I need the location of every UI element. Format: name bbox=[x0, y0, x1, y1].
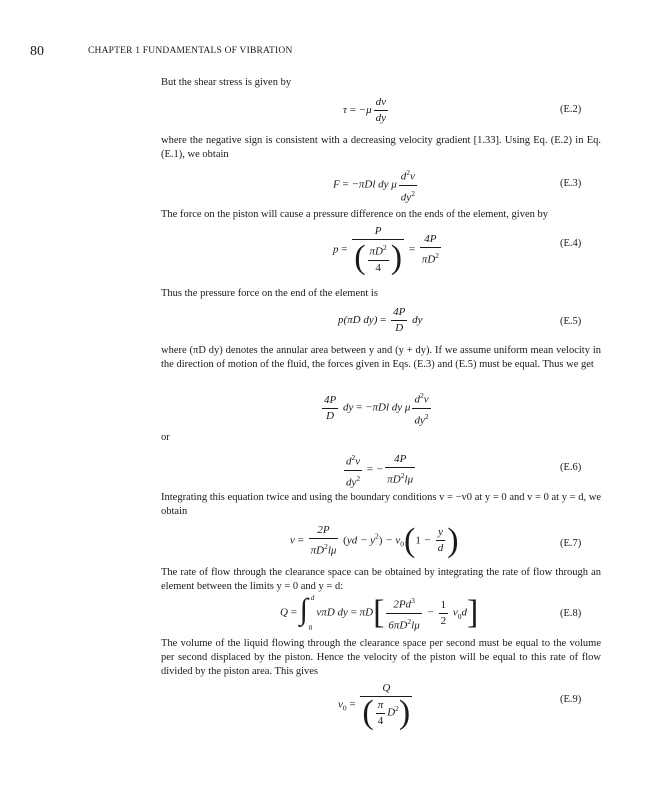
equation-number-e2: (E.2) bbox=[560, 104, 582, 115]
equation-e8: Q = ∫ d 0 vπD dy = πD[ $\frac{2Pd^3}{6\pi D^2l\mu}$ − $\frac{1}{2}$ $v_0d$] bbox=[280, 593, 479, 633]
equation-e2: τ = −μ $\frac{dv}{dy}$ bbox=[343, 96, 386, 124]
paragraph-5: where (πD dy) denotes the annular area between y and (y + dy). If we assume uniform mean velocity in the direction of motion of the fluid, the forces given in Eqs. (E.3) and (E.5) must be equal. Thus we get bbox=[161, 345, 601, 370]
chapter-title: CHAPTER 1 FUNDAMENTALS OF VIBRATION bbox=[88, 46, 293, 56]
equation-e5: p(πD dy) = $\frac{4P}{D}$ dy bbox=[338, 306, 423, 334]
equation-e7: v = $\frac{2P}{\pi D^2l\mu}$ $(yd - y^2) - v_0(1$ − $\frac{y}{d}$ ) bbox=[290, 521, 459, 559]
equation-number-e3: (E.3) bbox=[560, 178, 582, 189]
paragraph-8: The rate of flow through the clearance space can be obtained by integrating the rate of flow through an element between the limits y = 0 and y = d: bbox=[161, 567, 601, 592]
equation-number-e5: (E.5) bbox=[560, 316, 582, 327]
equation-e6: $\frac{d^2v}{dy^2}$ = − $\frac{4P}{\pi D^2l\mu}$ bbox=[346, 453, 414, 489]
paragraph-4: Thus the pressure force on the end of the element is bbox=[161, 288, 378, 299]
equation-unnumbered: $\frac{4P}{D}$ dy = −πDl dy μ $\frac{d^2v}{dy^2}$ bbox=[324, 391, 429, 427]
paragraph-6: or bbox=[161, 432, 170, 443]
equation-number-e7: (E.7) bbox=[560, 538, 582, 549]
paragraph-1: But the shear stress is given by bbox=[161, 77, 292, 88]
equation-e3: F = −πDl dy μ $\frac{d^2v}{dy^2}$ bbox=[333, 168, 415, 204]
paragraph-2: where the negative sign is consistent with a decreasing velocity gradient [1.33]. Using Eq. (E.2) in Eq. (E.1), we obtain bbox=[161, 135, 601, 160]
equation-e9: $v_0$ = Q ( $\frac{\pi}{4}$ $D^2$) bbox=[338, 682, 411, 731]
equation-number-e9: (E.9) bbox=[560, 694, 582, 705]
paragraph-9: The volume of the liquid flowing through the clearance space per second must be equal to the volume per second displaced by the piston. Hence the velocity of the piston will be equal to this rate of flow divided by the piston area. This gives bbox=[161, 638, 601, 677]
paragraph-3: The force on the piston will cause a pressure difference on the ends of the element, given by bbox=[161, 209, 549, 220]
equation-number-e8: (E.8) bbox=[560, 608, 582, 619]
equation-number-e6: (E.6) bbox=[560, 462, 582, 473]
equation-number-e4: (E.4) bbox=[560, 238, 582, 249]
equation-e4: p = P ( $\frac{\pi D^2}{4}$ ) = $\frac{4P}{\pi D^2}$ bbox=[333, 225, 440, 276]
paragraph-7: Integrating this equation twice and using the boundary conditions v = −v0 at y = 0 and v = 0 at y = d, we obtain bbox=[161, 492, 601, 517]
page-number: 80 bbox=[30, 44, 44, 59]
